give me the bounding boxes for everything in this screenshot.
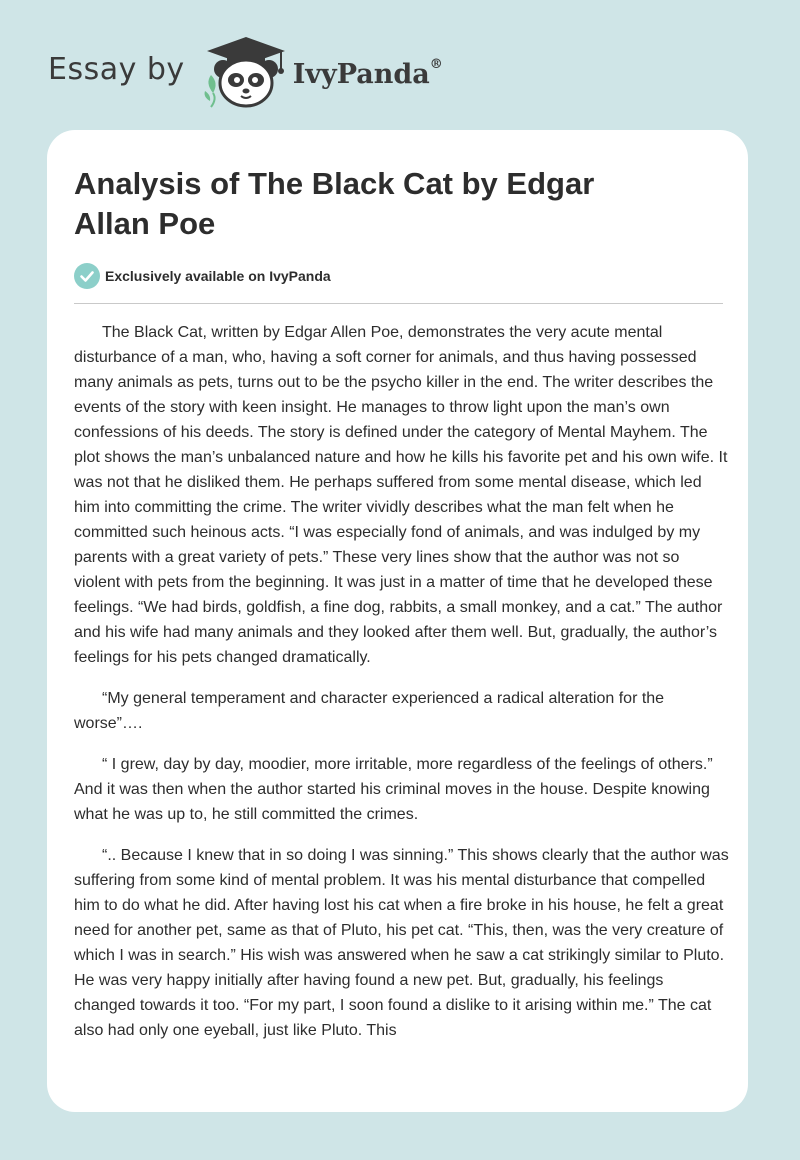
panda-graduate-icon[interactable]: [201, 35, 291, 109]
essay-card: [47, 130, 748, 1112]
site-header: [48, 34, 443, 110]
essay-body: [74, 320, 729, 1059]
check-circle-icon: [74, 263, 100, 289]
essay-paragraph: “My general temperament and character experienced a radical alteration for the worse”….: [74, 690, 665, 732]
page-title: Analysis of The Black Cat by Edgar Allan Poe: [74, 166, 595, 241]
brand-logo-text[interactable]: [292, 56, 443, 90]
availability-badge: [74, 263, 331, 289]
registered-mark: ®: [429, 56, 443, 72]
essay-paragraph: The Black Cat, written by Edgar Allen Poe, demonstrates the very acute mental disturbance of a man, who, having a soft corner for animals, and thus having possessed many animals as pets, turns out to be the psycho killer in the end. The writer describes the events of the story with keen insight. He manages to throw light upon the man’s own confessions of his deeds. The story is defined under the category of Mental Mayhem. The plot shows the man’s unbalanced nature and how he kills his favorite pet and his own wife. It was not that he disliked them. He perhaps suffered from some mental disease, which led him into committing the crime. The writer vividly describes what the man felt when he committed such heinous acts. “I was especially fond of animals, and was indulged by my parents with a great variety of pets.” These very lines show that the author was not so violent with pets from the beginning. It was just in a matter of time that he developed these feelings. “We had birds, goldfish, a fine dog, rabbits, a small monkey, and a cat.” The author and his wife had many animals and they looked after them well. But, gradually, the author’s feelings for his pets changed dramatically.: [74, 324, 728, 666]
brand-prefix: Essay by: [48, 51, 185, 87]
brand-name: IvyPanda: [292, 58, 430, 90]
essay-paragraph: “.. Because I knew that in so doing I was sinning.” This shows clearly that the author was suffering from some kind of mental problem. It was his mental disturbance that compelled him to do what he did. After having lost his cat when a fire broke in his house, he felt a great need for another pet, same as that of Pluto, his pet cat. “This, then, was the very creature of which I was in search.” His wish was answered when he saw a cat strikingly similar to Pluto. He was very happy initially after having found a new pet. But, gradually, his feelings changed towards it too. “For my part, I soon found a dislike to it arising within me.” The cat also had only one eyeball, just like Pluto. This: [74, 847, 729, 1039]
divider: [74, 303, 723, 304]
essay-paragraph: “ I grew, day by day, moodier, more irritable, more regardless of the feelings of others.” And it was then when the author started his criminal moves in the house. Despite knowing what he was up to, he still committed the crimes.: [74, 756, 713, 823]
availability-text: Exclusively available on IvyPanda: [105, 268, 331, 284]
